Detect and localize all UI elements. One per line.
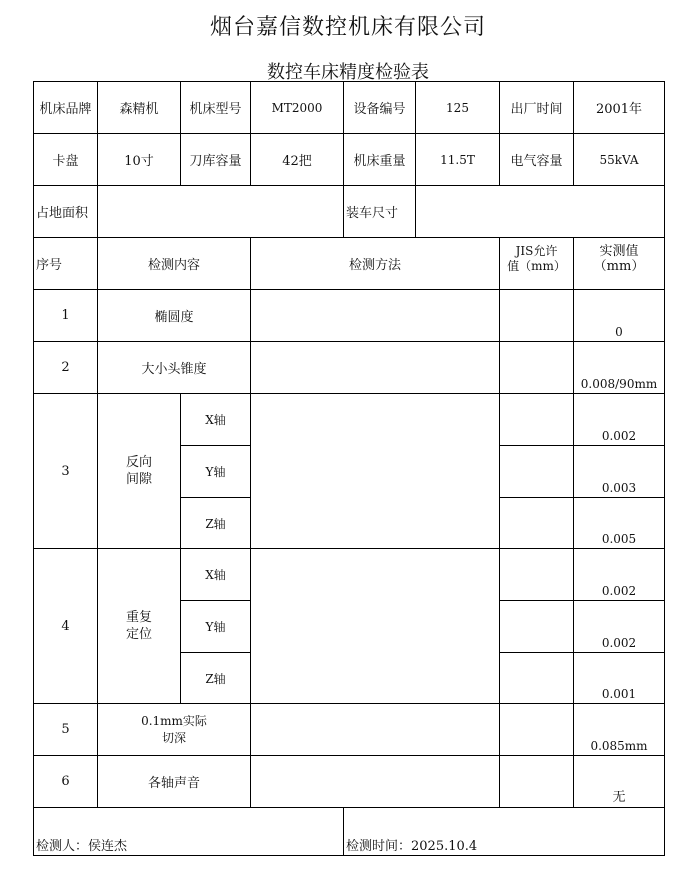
row3-y-axis: Y轴 — [180, 445, 251, 498]
row4-z-jis — [499, 652, 574, 704]
row5-jis — [499, 703, 574, 756]
header-jis: JIS允许 值（mm） — [499, 237, 574, 290]
row4-y-jis — [499, 600, 574, 653]
header-measured: 实测值 （mm） — [573, 237, 665, 290]
row4-method — [250, 548, 500, 704]
row3-z-axis: Z轴 — [180, 497, 251, 549]
row6-jis — [499, 755, 574, 808]
row1-content: 椭圆度 — [97, 289, 251, 342]
equipment-no-label: 设备编号 — [343, 81, 416, 134]
area-label: 占地面积 — [33, 185, 98, 238]
row1-no: 1 — [33, 289, 98, 342]
row5-method — [250, 703, 500, 756]
row4-y-measured: 0.002 — [573, 600, 665, 653]
row5-measured: 0.085mm — [573, 703, 665, 756]
power-label: 电气容量 — [499, 133, 574, 186]
row2-method — [250, 341, 500, 394]
header-content: 检测内容 — [97, 237, 251, 290]
loading-size-label: 装车尺寸 — [343, 185, 416, 238]
row5-no: 5 — [33, 703, 98, 756]
company-name: 烟台嘉信数控机床有限公司 — [209, 15, 486, 40]
row4-z-axis: Z轴 — [180, 652, 251, 704]
inspector: 检测人：侯连杰 — [33, 807, 344, 856]
row1-measured: 0 — [573, 289, 665, 342]
row4-x-measured: 0.002 — [573, 548, 665, 601]
equipment-no-value: 125 — [415, 81, 500, 134]
row3-y-measured: 0.003 — [573, 445, 665, 498]
row3-x-axis: X轴 — [180, 393, 251, 446]
row5-content: 0.1mm实际 切深 — [97, 703, 251, 756]
model-value: MT2000 — [250, 81, 344, 134]
tool-capacity-value: 42把 — [250, 133, 344, 186]
chuck-value: 10寸 — [97, 133, 181, 186]
row1-method — [250, 289, 500, 342]
row3-x-jis — [499, 393, 574, 446]
row1-jis — [499, 289, 574, 342]
row4-x-axis: X轴 — [180, 548, 251, 601]
row4-content: 重复 定位 — [97, 548, 181, 704]
row4-y-axis: Y轴 — [180, 600, 251, 653]
row4-z-measured: 0.001 — [573, 652, 665, 704]
row6-method — [250, 755, 500, 808]
row2-measured: 0.008/90mm — [573, 341, 665, 394]
factory-date-label: 出厂时间 — [499, 81, 574, 134]
power-value: 55kVA — [573, 133, 665, 186]
chuck-label: 卡盘 — [33, 133, 98, 186]
row3-y-jis — [499, 445, 574, 498]
row2-no: 2 — [33, 341, 98, 394]
area-value — [97, 185, 344, 238]
row6-no: 6 — [33, 755, 98, 808]
model-label: 机床型号 — [180, 81, 251, 134]
row2-jis — [499, 341, 574, 394]
form-title: 数控车床精度检验表 — [267, 62, 429, 83]
brand-label: 机床品牌 — [33, 81, 98, 134]
header-no: 序号 — [33, 237, 98, 290]
weight-label: 机床重量 — [343, 133, 416, 186]
weight-value: 11.5T — [415, 133, 500, 186]
brand-value: 森精机 — [97, 81, 181, 134]
row3-method — [250, 393, 500, 549]
row3-x-measured: 0.002 — [573, 393, 665, 446]
row3-z-measured: 0.005 — [573, 497, 665, 549]
row3-z-jis — [499, 497, 574, 549]
row3-content: 反向 间隙 — [97, 393, 181, 549]
row3-no: 3 — [33, 393, 98, 549]
row6-measured: 无 — [573, 755, 665, 808]
factory-date-value: 2001年 — [573, 81, 665, 134]
row2-content: 大小头锥度 — [97, 341, 251, 394]
inspection-sheet — [34, 82, 666, 857]
row4-no: 4 — [33, 548, 98, 704]
loading-size-value — [415, 185, 665, 238]
row4-x-jis — [499, 548, 574, 601]
header-method: 检测方法 — [250, 237, 500, 290]
tool-capacity-label: 刀库容量 — [180, 133, 251, 186]
row6-content: 各轴声音 — [97, 755, 251, 808]
inspection-time: 检测时间：2025.10.4 — [343, 807, 665, 856]
